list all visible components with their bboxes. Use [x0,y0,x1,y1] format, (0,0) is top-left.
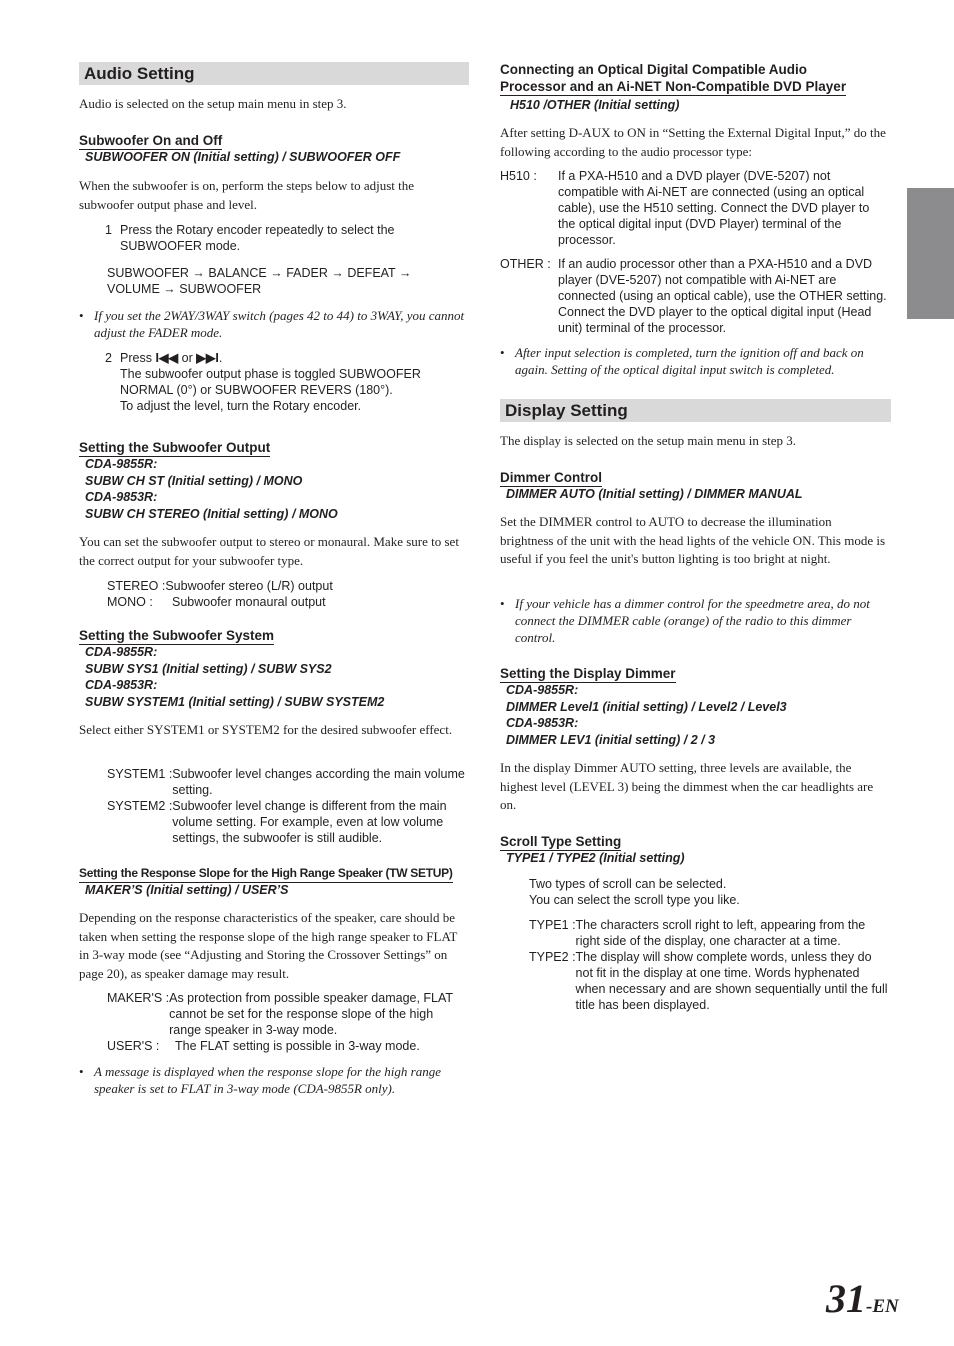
list-item: OTHER : If an audio processor other than a PXA-H510 and a DVD player (DVE-5207) not compatible with Ai-NET are connected (using an optical cable), use the OTHER setting. Connect the DVD player to the optical digital input (Head unit) terminal of the processor. [500,257,887,335]
page-number: 31-EN [826,1276,899,1321]
list-item: SYSTEM2 : Subwoofer level change is different from the main volume setting. For example, even at low volume settings, the subwoofer is still audible. [107,799,447,845]
bullet: • [79,308,84,323]
step-number: 1 [105,223,112,237]
note-2way-3way: • If you set the 2WAY/3WAY switch (pages 42 to 44) to 3WAY, you cannot adjust the FADER mode. [79,308,465,340]
scroll-type-list [529,917,891,1013]
step1-rotary-encoder: Rotary encoder [176,223,262,237]
audio-intro: Audio is selected on the setup main menu in step 3. [79,96,347,111]
list-item: TYPE2 : The display will show complete words, unless they do not fit in the display at one time. Words hyphenated when necessary and are shown sequentially until the full title has been displayed. [529,950,888,1012]
dimmer-control-body: Set the DIMMER control to AUTO to decrease the illumination brightness of the unit with the head lights of the vehicle ON. This mode is useful if you feel the unit's button lighting is too bright at night. [500,514,886,566]
bullet: • [500,596,505,611]
step2-end: . [218,351,223,365]
step1-text-a: Press the [120,223,177,237]
subwoofer-onoff-body: When the subwoofer is on, perform the steps below to adjust the subwoofer output phase and level. [79,178,415,212]
display-dimmer-body: In the display Dimmer AUTO setting, three levels are available, the highest level (LEVEL 3) being the dimmest when the car headlights are on. [500,760,874,812]
note-tw-message: • A message is displayed when the response slope for the high range speaker is set to FLAT in 3-way mode (CDA-9855R only). [79,1064,441,1096]
heading-subwoofer-onoff: Subwoofer On and Off [79,133,223,148]
options-tw-setup: MAKER’S (Initial setting) / USER’S [85,883,289,897]
heading-dimmer-control: Dimmer Control [500,470,603,485]
list-item: MONO : Subwoofer monaural output [107,595,326,609]
subwoofer-system-body: Select either SYSTEM1 or SYSTEM2 for the desired subwoofer effect. [79,722,453,737]
side-tab-marker [907,188,954,319]
optical-body: After setting D-AUX to ON in “Setting the External Digital Input,” do the following according to the audio processor type: [500,125,886,159]
options-subwoofer-output: CDA-9855R: SUBW CH ST (Initial setting) / MONO CDA-9853R: SUBW CH STEREO (Initial setting) / MONO [85,457,338,521]
options-subwoofer-onoff: SUBWOOFER ON (Initial setting) / SUBWOOFER OFF [85,150,401,164]
scroll-intro: Two types of scroll can be selected. You can select the scroll type you like. [529,877,740,907]
step1-text-c: repeatedly to select the SUBWOOFER mode. [120,223,395,253]
prev-track-icon: I◀◀ [155,351,179,365]
list-item: TYPE1 : The characters scroll right to left, appearing from the right side of the display, one character at a time. [529,918,866,948]
section-title-display: Display Setting [500,399,891,422]
bullet: • [79,1064,84,1079]
subwoofer-output-body: You can set the subwoofer output to stereo or monaural. Make sure to set the correct output for your subwoofer type. [79,534,459,568]
list-item: MAKER'S : As protection from possible speaker damage, FLAT cannot be set for the response slope of the high range speaker in 3-way mode. [107,991,453,1037]
section-title-audio: Audio Setting [79,62,469,85]
options-scroll-type: TYPE1 / TYPE2 (Initial setting) [506,851,685,865]
display-intro: The display is selected on the setup main menu in step 3. [500,433,797,448]
options-subwoofer-system: CDA-9855R: SUBW SYS1 (Initial setting) / SUBW SYS2 CDA-9853R: SUBW SYSTEM1 (Initial setting) / SUBW SYSTEM2 [85,645,385,709]
step-2 [105,350,465,414]
list-item: STEREO : Subwoofer stereo (L/R) output [107,579,333,593]
options-optical: H510 /OTHER (Initial setting) [510,98,680,112]
heading-optical-digital: Connecting an Optical Digital Compatible Audio Processor and an Ai-NET Non-Compatible DVD Player [500,62,847,94]
mode-sequence: SUBWOOFER → BALANCE → FADER → DEFEAT → VOLUME → SUBWOOFER [107,266,412,296]
bullet: • [500,345,505,360]
note-input-selection: • After input selection is completed, turn the ignition off and back on again. Setting of the optical digital input switch is completed. [500,345,864,377]
next-track-icon: ▶▶I [196,351,219,365]
note-dimmer-cable: • If your vehicle has a dimmer control for the speedmetre area, do not connect the DIMMER cable (orange) of the radio to this dimmer control. [500,596,870,645]
tw-setup-list [107,990,467,1054]
heading-scroll-type: Scroll Type Setting [500,834,622,849]
options-dimmer-control: DIMMER AUTO (Initial setting) / DIMMER MANUAL [506,487,803,501]
list-item: SYSTEM1 : Subwoofer level changes according the main volume setting. [107,767,465,797]
step-1 [105,222,455,254]
step2-text-b: The subwoofer output phase is toggled SUBWOOFER NORMAL (0°) or SUBWOOFER REVERS (180°). [120,367,421,397]
options-display-dimmer: CDA-9855R: DIMMER Level1 (initial setting) / Level2 / Level3 CDA-9853R: DIMMER LEV1 (initial setting) / 2 / 3 [506,683,787,747]
step2-text-a: Press [120,351,156,365]
optical-list [500,168,890,336]
heading-subwoofer-output: Setting the Subwoofer Output [79,440,271,455]
step-number: 2 [105,351,112,365]
step2-text-c: To adjust the level, turn the Rotary encoder. [120,399,362,413]
subwoofer-output-list [107,578,407,610]
heading-subwoofer-system: Setting the Subwoofer System [79,628,275,643]
list-item: H510 : If a PXA-H510 and a DVD player (DVE-5207) not compatible with Ai-NET are connected (using an optical cable), use the H510 setting. Connect the DVD player to the optical digital input (DVD Player) terminal of the processor. [500,169,870,247]
heading-tw-setup: Setting the Response Slope for the High Range Speaker (TW SETUP) [79,865,453,883]
step2-or: or [178,351,197,365]
subwoofer-system-list [107,766,467,846]
heading-display-dimmer: Setting the Display Dimmer [500,666,676,681]
list-item: USER'S : The FLAT setting is possible in 3-way mode. [107,1039,420,1053]
tw-setup-body: Depending on the response characteristics of the speaker, care should be taken when setting the response slope of the high range speaker to FLAT in 3-way mode (see “Adjusting and Storing the Crossover Settings” on page 20), as speaker damage may result. [79,910,458,981]
